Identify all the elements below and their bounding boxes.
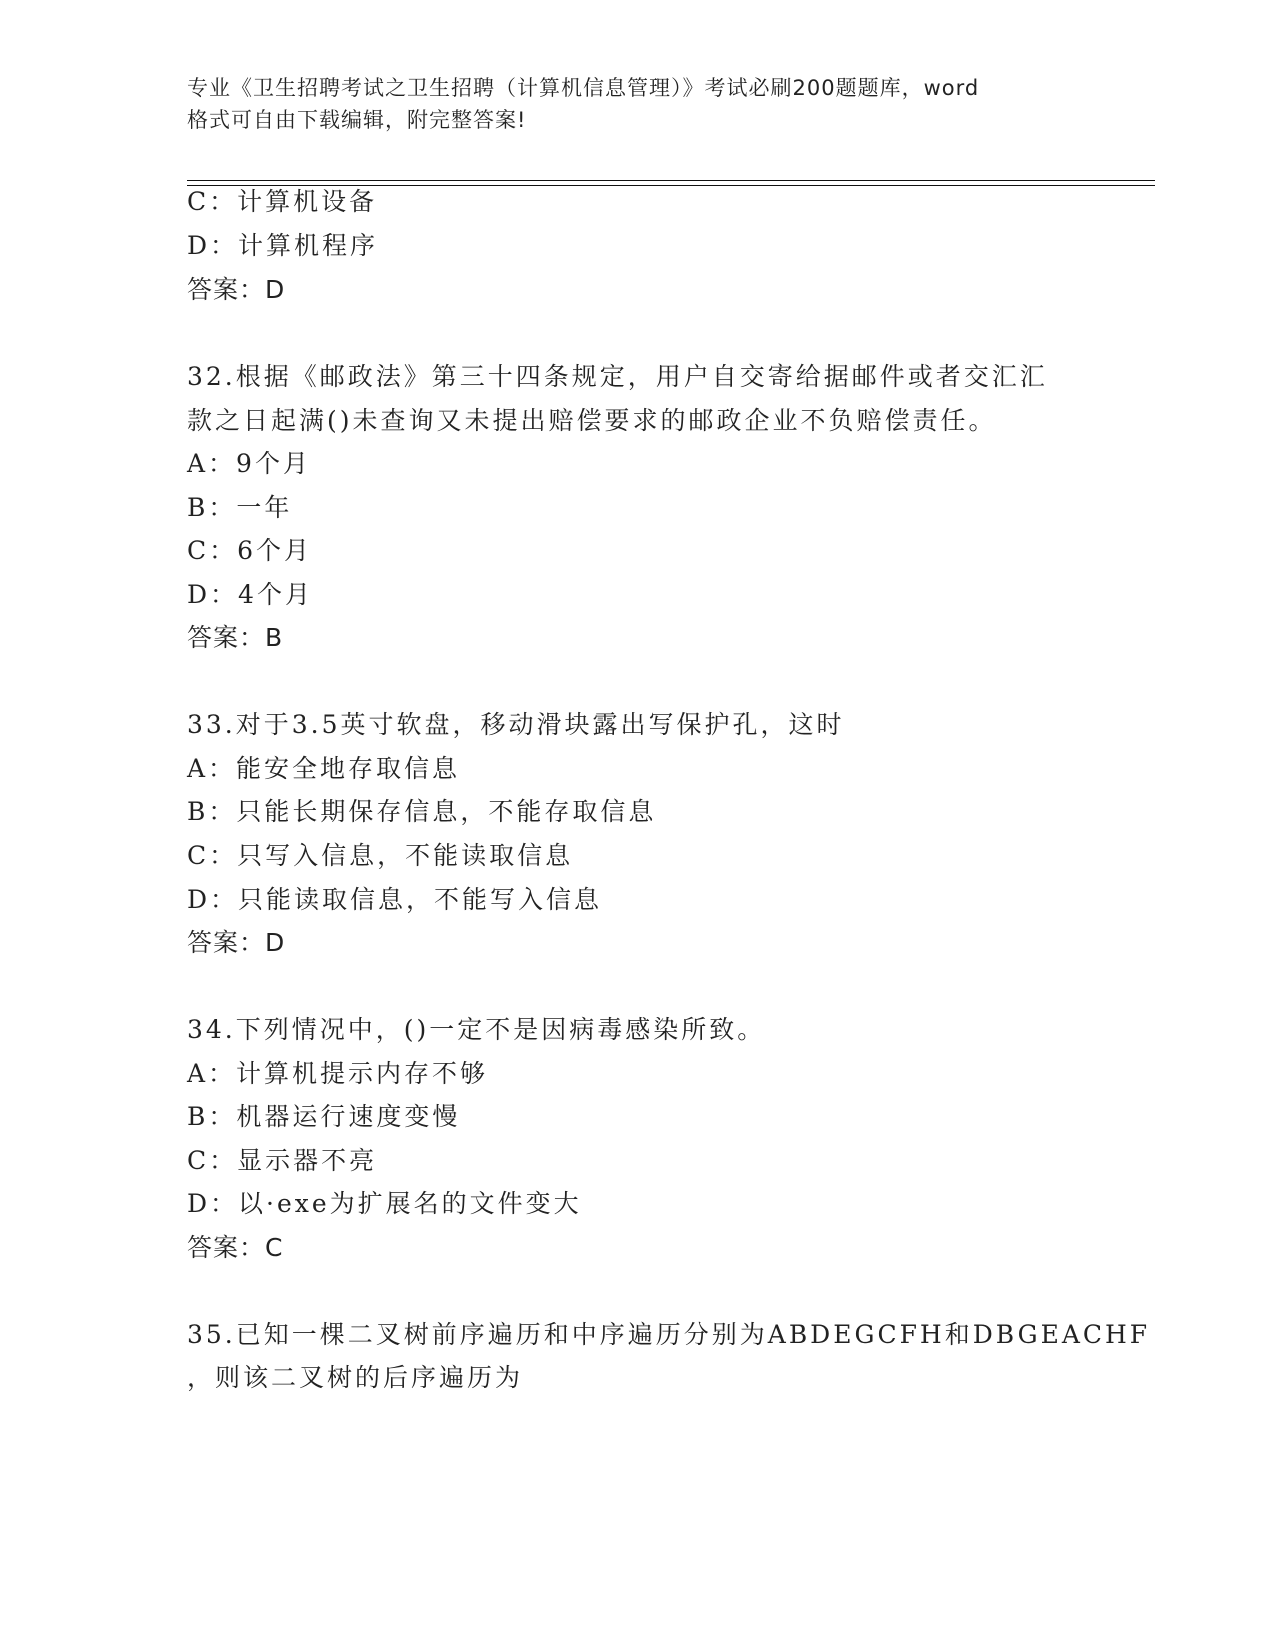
q33-stem-line-1: 33.对于3.5英寸软盘，移动滑块露出写保护孔，这时 bbox=[187, 710, 845, 739]
q35-stem-line-2: ，则该二叉树的后序遍历为 bbox=[187, 1363, 524, 1392]
header-divider-top bbox=[187, 180, 1155, 181]
q32-option-c: C：6个月 bbox=[187, 536, 313, 565]
document-header bbox=[187, 72, 1087, 136]
q34-option-b: B：机器运行速度变慢 bbox=[187, 1102, 461, 1131]
q35-stem-line-1: 35.已知一棵二叉树前序遍历和中序遍历分别为ABDEGCFH和DBGEACHF bbox=[187, 1320, 1151, 1349]
q32-option-d: D：4个月 bbox=[187, 580, 313, 609]
q32-stem-line-1: 32.根据《邮政法》第三十四条规定，用户自交寄给据邮件或者交汇汇 bbox=[187, 362, 1048, 391]
q34-option-c: C：显示器不亮 bbox=[187, 1146, 378, 1175]
q33-answer: 答案：D bbox=[187, 928, 286, 957]
q31-option-c: C：计算机设备 bbox=[187, 187, 378, 216]
header-line-1: 专业《卫生招聘考试之卫生招聘（计算机信息管理）》考试必刷200题题库，word bbox=[187, 76, 980, 100]
q33-option-b: B：只能长期保存信息，不能存取信息 bbox=[187, 797, 657, 826]
q32-answer: 答案：B bbox=[187, 623, 284, 652]
q34-stem-line-1: 34.下列情况中，()一定不是因病毒感染所致。 bbox=[187, 1015, 766, 1044]
q34-option-d: D：以·exe为扩展名的文件变大 bbox=[187, 1189, 582, 1218]
q31-answer: 答案：D bbox=[187, 275, 286, 304]
q34-option-a: A：计算机提示内存不够 bbox=[187, 1059, 489, 1088]
q34-answer: 答案：C bbox=[187, 1233, 284, 1262]
q31-option-d: D：计算机程序 bbox=[187, 231, 379, 260]
q32-stem-line-2: 款之日起满()未查询又未提出赔偿要求的邮政企业不负赔偿责任。 bbox=[187, 406, 997, 435]
header-line-2: 格式可自由下载编辑，附完整答案! bbox=[187, 108, 527, 132]
q33-option-c: C：只写入信息，不能读取信息 bbox=[187, 841, 574, 870]
q32-option-a: A：9个月 bbox=[187, 449, 311, 478]
q33-option-d: D：只能读取信息，不能写入信息 bbox=[187, 885, 603, 914]
q32-option-b: B：一年 bbox=[187, 493, 293, 522]
q33-option-a: A：能安全地存取信息 bbox=[187, 754, 461, 783]
